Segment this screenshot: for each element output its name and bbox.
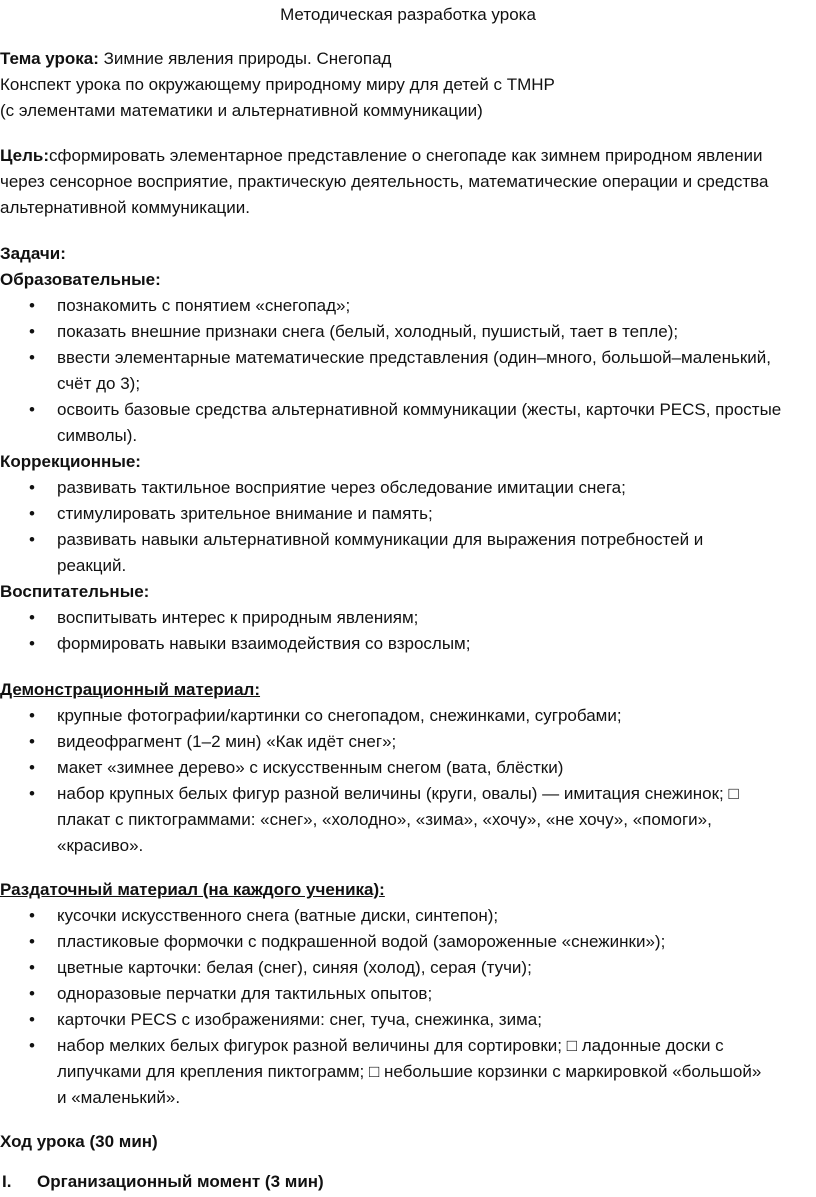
list-item: показать внешние признаки снега (белый, холодный, пушистый, тает в тепле); (57, 322, 679, 341)
list-item-continuation: и «маленький». (57, 1088, 181, 1107)
list-item-continuation: символы). (57, 426, 138, 445)
demo-heading: Демонстрационный материал: (0, 680, 261, 699)
list-item: освоить базовые средства альтернативной коммуникации (жесты, карточки PECS, простые (57, 400, 782, 419)
topic-label: Тема урока: (0, 49, 99, 68)
section-number: I. (2, 1172, 12, 1191)
goal-label: Цель: (0, 146, 49, 165)
bullet: • (29, 296, 35, 315)
bullet: • (29, 732, 35, 751)
bullet: • (29, 634, 35, 653)
list-item: кусочки искусственного снега (ватные диски, синтепон); (57, 906, 499, 925)
educational-heading: Образовательные: (0, 270, 161, 289)
goal-line-1: Цель:сформировать элементарное представление о снегопаде как зимнем природном явлении (0, 146, 763, 165)
topic-line (0, 46, 391, 72)
handout-heading: Раздаточный материал (на каждого ученика): (0, 880, 385, 899)
list-item: воспитывать интерес к природным явлениям; (57, 608, 419, 627)
goal-line-2: через сенсорное восприятие, практическую деятельность, математические операции и средства (0, 172, 769, 191)
topic-value: Зимние явления природы. Снегопад (98, 49, 392, 68)
list-item: ввести элементарные математические представления (один–много, большой–маленький, (57, 348, 771, 367)
bullet: • (29, 400, 35, 419)
list-item: развивать тактильное восприятие через обследование имитации снега; (57, 478, 626, 497)
bullet: • (29, 1010, 35, 1029)
list-item: крупные фотографии/картинки со снегопадом, снежинками, сугробами; (57, 706, 622, 725)
list-item-continuation: плакат с пиктограммами: «снег», «холодно», «зима», «хочу», «не хочу», «помоги», (57, 810, 712, 829)
topic-subtitle-2: (с элементами математики и альтернативной коммуникации) (0, 101, 483, 120)
list-item-continuation: счёт до 3); (57, 374, 141, 393)
upbringing-heading: Воспитательные: (0, 582, 150, 601)
list-item: познакомить с понятием «снегопад»; (57, 296, 351, 315)
list-item: набор мелких белых фигурок разной величины для сортировки; □ ладонные доски с (57, 1036, 724, 1055)
list-item-continuation: реакций. (57, 556, 127, 575)
bullet: • (29, 504, 35, 523)
bullet: • (29, 322, 35, 341)
list-item: развивать навыки альтернативной коммуникации для выражения потребностей и (57, 530, 704, 549)
bullet: • (29, 906, 35, 925)
list-item: одноразовые перчатки для тактильных опытов; (57, 984, 433, 1003)
list-item: формировать навыки взаимодействия со взрослым; (57, 634, 471, 653)
bullet: • (29, 758, 35, 777)
list-item: цветные карточки: белая (снег), синяя (холод), серая (тучи); (57, 958, 532, 977)
section-title: Организационный момент (3 мин) (37, 1172, 324, 1191)
correctional-heading: Коррекционные: (0, 452, 141, 471)
bullet: • (29, 1036, 35, 1055)
list-item-continuation: липучками для крепления пиктограмм; □ небольшие корзинки с маркировкой «большой» (57, 1062, 762, 1081)
bullet: • (29, 932, 35, 951)
bullet: • (29, 478, 35, 497)
doc-title: Методическая разработка урока (280, 5, 536, 24)
list-item: набор крупных белых фигур разной величины (круги, овалы) — имитация снежинок; □ (57, 784, 739, 803)
bullet: • (29, 958, 35, 977)
bullet: • (29, 984, 35, 1003)
list-item: видеофрагмент (1–2 мин) «Как идёт снег»; (57, 732, 397, 751)
bullet: • (29, 348, 35, 367)
list-item-continuation: «красиво». (57, 836, 144, 855)
lesson-heading: Ход урока (30 мин) (0, 1132, 158, 1151)
bullet: • (29, 784, 35, 803)
bullet: • (29, 608, 35, 627)
list-item: стимулировать зрительное внимание и память; (57, 504, 433, 523)
list-item: пластиковые формочки с подкрашенной водой (замороженные «снежинки»); (57, 932, 666, 951)
list-item: карточки PECS с изображениями: снег, туча, снежинка, зима; (57, 1010, 542, 1029)
topic-subtitle: Конспект урока по окружающему природному миру для детей с ТМНР (0, 75, 555, 94)
goal-line-3: альтернативной коммуникации. (0, 198, 251, 217)
list-item: макет «зимнее дерево» с искусственным снегом (вата, блёстки) (57, 758, 564, 777)
bullet: • (29, 530, 35, 549)
tasks-heading: Задачи: (0, 244, 66, 263)
bullet: • (29, 706, 35, 725)
